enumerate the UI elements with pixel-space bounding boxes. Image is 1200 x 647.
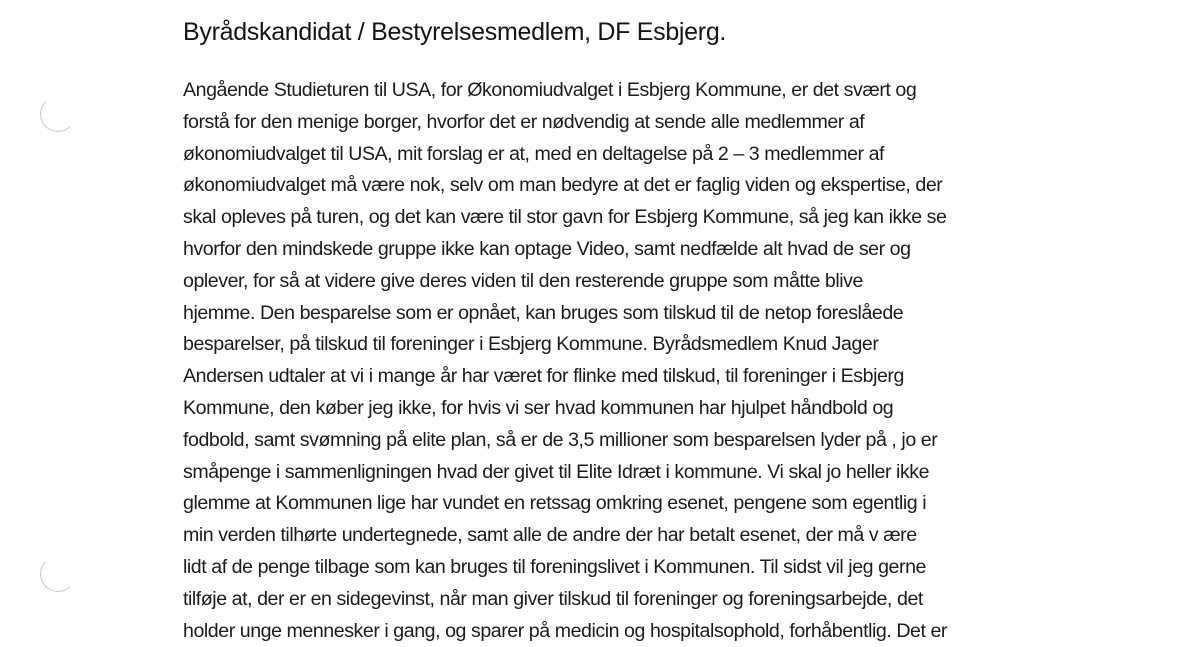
punch-hole-mark-bottom	[40, 556, 76, 592]
body-line: Andersen udtaler at vi i mange år har været for flinke med tilskud, til foreninger i Esbjerg	[183, 365, 904, 388]
body-line: glemme at Kommunen lige har vundet en retssag omkring esenet, pengene som egentlig i	[183, 492, 927, 515]
body-line: hvorfor den mindskede gruppe ikke kan optage Video, samt nedfælde alt hvad de ser og	[183, 237, 911, 260]
body-line: forstå for den menige borger, hvorfor det er nødvendig at sende alle medlemmer af	[183, 110, 865, 133]
body-line: tilføje at, der er en sidegevinst, når man giver tilskud til foreninger og foreningsarbejde, det	[183, 587, 923, 610]
body-line: småpenge i sammenligningen hvad der givet til Elite Idræt i kommune. Vi skal jo heller ikke	[183, 460, 930, 483]
body-line: min verden tilhørte undertegnede, samt alle de andre der har betalt esenet, der må v ære	[183, 524, 917, 547]
body-line: lidt af de penge tilbage som kan bruges til foreningslivet i Kommunen. Til sidst vil jeg gerne	[183, 555, 926, 578]
document-body	[183, 75, 1043, 647]
body-line: økonomiudvalget må være nok, selv om man bedyre at det er faglig viden og ekspertise, der	[183, 174, 943, 197]
body-line: fodbold, samt svømning på elite plan, så er de 3,5 millioner som besparelsen lyder på , jo er	[183, 428, 938, 451]
body-line: skal opleves på turen, og det kan være til stor gavn for Esbjerg Kommune, så jeg kan ikke se	[183, 206, 947, 229]
body-line: hjemme. Den besparelse som er opnået, kan bruges som tilskud til de netop foreslåede	[183, 301, 904, 324]
document-title: Byrådskandidat / Bestyrelsesmedlem, DF Esbjerg.	[183, 18, 727, 46]
body-line: Angående Studieturen til USA, for Økonomiudvalget i Esbjerg Kommune, er det svært og	[183, 79, 917, 101]
body-line: økonomiudvalget til USA, mit forslag er at, med en deltagelse på 2 – 3 medlemmer af	[183, 142, 885, 165]
body-line: besparelser, på tilskud til foreninger i Esbjerg Kommune. Byrådsmedlem Knud Jager	[183, 333, 879, 356]
punch-hole-mark-top	[40, 96, 76, 132]
body-line: oplever, for så at videre give deres viden til den resterende gruppe som måtte blive	[183, 269, 863, 292]
body-line: holder unge mennesker i gang, og sparer på medicin og hospitalsophold, forhåbentlig. Det er	[183, 619, 947, 642]
body-line: Kommune, den køber jeg ikke, for hvis vi ser hvad kommunen har hjulpet håndbold og	[183, 396, 894, 419]
